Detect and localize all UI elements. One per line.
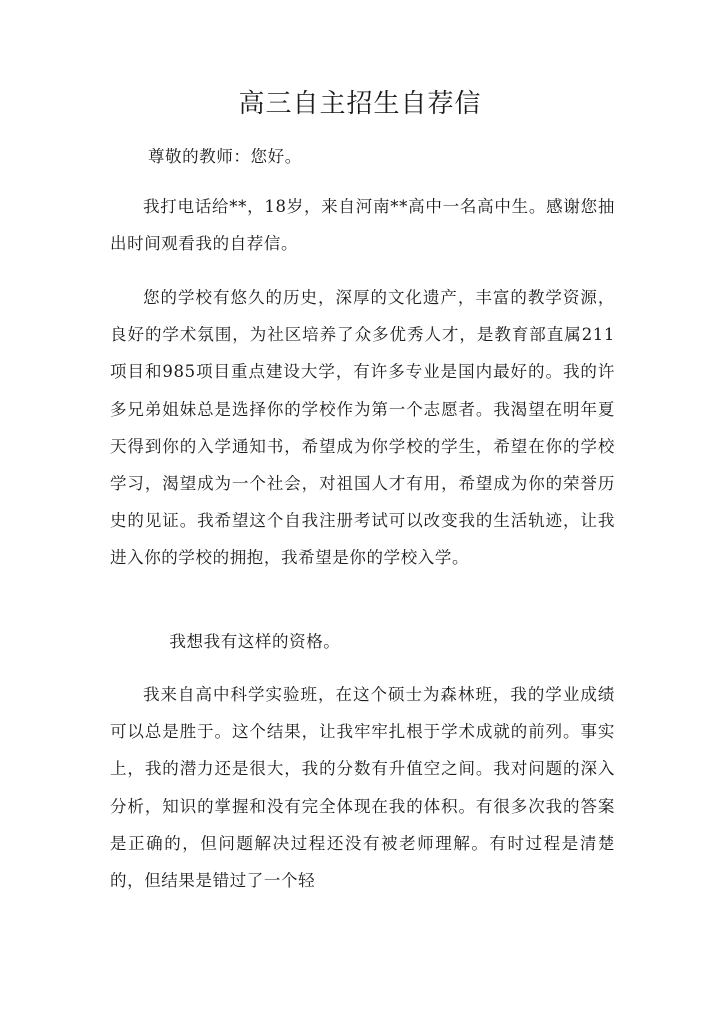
paragraph-school-praise: 您的学校有悠久的历史，深厚的文化遗产，丰富的教学资源，良好的学术氛围，为社区培养了众多优秀人才，是教育部直属211项目和985项目重点建设大学，有许多专业是国内最好的。我的许多兄弟姐妹总是选择你的学校作为第一个志愿者。我渴望在明年夏天得到你的入学通知书，希望成为你学校的学生，希望在你的学校学习，渴望成为一个社会，对祖国人才有用，希望成为你的荣誉历史的见证。我希望这个自我注册考试可以改变我的生活轨迹，让我进入你的学校的拥抱，我希望是你的学校入学。 xyxy=(110,288,615,568)
paragraph-qualification: 我想我有这样的资格。 xyxy=(169,632,341,651)
document-title: 高三自主招生自荐信 xyxy=(238,89,482,119)
greeting-line: 尊敬的教师：您好。 xyxy=(147,147,302,166)
paragraph-introduction: 我打电话给**，18岁，来自河南**高中一名高中生。感谢您抽出时间观看我的自荐信。 xyxy=(110,197,615,254)
paragraph-academic-record: 我来自高中科学实验班，在这个硕士为森林班，我的学业成绩可以总是胜于。这个结果，让我牢牢扎根于学术成就的前列。事实上，我的潜力还是很大，我的分数有升值空之间。我对问题的深入分析，知识的掌握和没有完全体现在我的体积。有很多次我的答案是正确的，但问题解决过程还没有被老师理解。有时过程是清楚的，但结果是错过了一个轻 xyxy=(110,685,615,891)
